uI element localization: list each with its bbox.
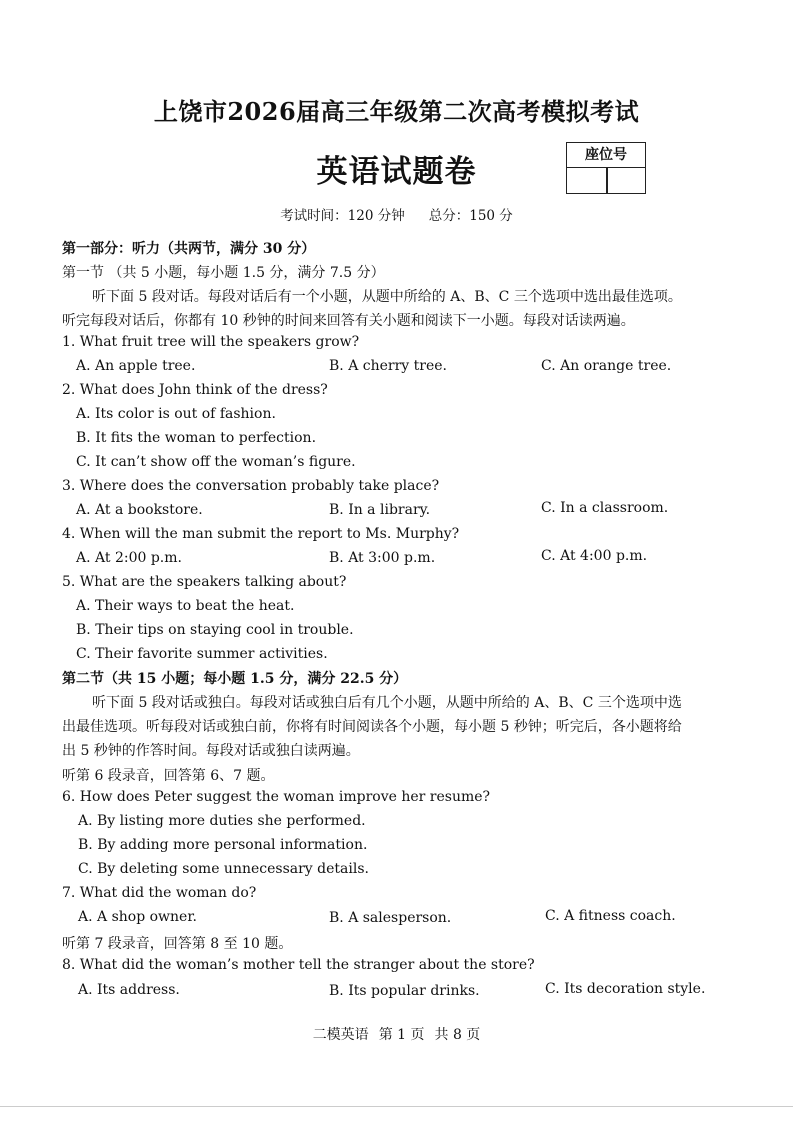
question-3-stem: 3. Where does the conversation probably take place?	[62, 478, 440, 494]
question-6-option-b: B. By adding more personal information.	[78, 837, 368, 853]
exam-title: 上饶市2026届高三年级第二次高考模拟考试	[153, 97, 640, 126]
seat-box-divider	[606, 167, 608, 193]
question-8-stem: 8. What did the woman’s mother tell the stranger about the store?	[62, 957, 535, 973]
question-7-option-a: A. A shop owner.	[78, 909, 197, 925]
footer-total-pages: 共 8 页	[434, 1027, 481, 1043]
section2-instructions-line2: 出最佳选项。听每段对话或独白前，你将有时间阅读各个小题，每小题 5 秒钟；听完后，各小题将给	[62, 719, 682, 735]
question-2-option-a: A. Its color is out of fashion.	[76, 406, 276, 422]
question-6-stem: 6. How does Peter suggest the woman improve her resume?	[62, 789, 491, 805]
exam-info	[0, 204, 793, 224]
footer-paper-name: 二模英语	[312, 1027, 369, 1043]
question-3-option-b: B. In a library.	[329, 502, 431, 518]
section2-instructions-line3: 出 5 秒钟的作答时间。每段对话或独白读两遍。	[62, 743, 360, 759]
question-1-stem: 1. What fruit tree will the speakers grow?	[62, 334, 360, 350]
footer-page-number: 第 1 页	[378, 1027, 425, 1043]
question-8-option-b: B. Its popular drinks.	[329, 983, 480, 999]
question-1-option-b: B. A cherry tree.	[329, 358, 447, 374]
question-6-option-c: C. By deleting some unnecessary details.	[78, 861, 369, 877]
section1-instructions-line1: 听下面 5 段对话。每段对话后有一个小题，从题中所给的 A、B、C 三个选项中选出最佳选项。	[92, 289, 682, 305]
paper-subtitle: 英语试题卷	[316, 154, 477, 190]
question-4-option-c: C. At 4:00 p.m.	[541, 548, 648, 564]
section1-instructions-line2: 听完每段对话后，你都有 10 秒钟的时间来回答有关小题和阅读下一小题。每段对话读两遍。	[62, 313, 635, 329]
question-7-option-b: B. A salesperson.	[329, 910, 452, 926]
question-4-option-a: A. At 2:00 p.m.	[76, 550, 182, 566]
question-8-option-c: C. Its decoration style.	[545, 981, 706, 997]
seat-number-box	[566, 142, 646, 194]
question-1-option-a: A. An apple tree.	[76, 358, 196, 374]
question-5-option-a: A. Their ways to beat the heat.	[76, 598, 295, 614]
audio-7-note: 听第 7 段录音，回答第 8 至 10 题。	[62, 936, 293, 952]
section1-heading: 第一节 （共 5 小题，每小题 1.5 分，满分 7.5 分）	[62, 265, 385, 281]
question-3-option-c: C. In a classroom.	[541, 500, 669, 516]
section2-instructions-line1: 听下面 5 段对话或独白。每段对话或独白后有几个小题，从题中所给的 A、B、C 三个选项中选	[92, 695, 682, 711]
question-8-option-a: A. Its address.	[78, 982, 180, 998]
question-5-option-b: B. Their tips on staying cool in trouble.	[76, 622, 354, 638]
question-6-option-a: A. By listing more duties she performed.	[78, 813, 366, 829]
page-footer	[0, 1024, 793, 1044]
question-7-option-c: C. A fitness coach.	[545, 908, 676, 924]
exam-time: 考试时间：120 分钟	[280, 208, 405, 224]
question-5-stem: 5. What are the speakers talking about?	[62, 574, 347, 590]
bottom-scan-edge	[0, 1106, 793, 1107]
question-3-option-a: A. At a bookstore.	[76, 502, 203, 518]
section2-heading: 第二节（共 15 小题；每小题 1.5 分，满分 22.5 分）	[62, 671, 408, 687]
total-score: 总分：150 分	[428, 208, 513, 224]
question-2-option-c: C. It can’t show off the woman’s figure.	[76, 454, 356, 470]
seat-number-label: 座位号	[567, 143, 645, 168]
question-4-stem: 4. When will the man submit the report to Ms. Murphy?	[62, 526, 460, 542]
audio-6-note: 听第 6 段录音，回答第 6、7 题。	[62, 768, 275, 784]
question-1-option-c: C. An orange tree.	[541, 358, 672, 374]
question-2-option-b: B. It fits the woman to perfection.	[76, 430, 317, 446]
question-2-stem: 2. What does John think of the dress?	[62, 382, 328, 398]
question-4-option-b: B. At 3:00 p.m.	[329, 550, 436, 566]
part1-heading: 第一部分：听力（共两节，满分 30 分）	[62, 241, 316, 257]
question-5-option-c: C. Their favorite summer activities.	[76, 646, 328, 662]
question-7-stem: 7. What did the woman do?	[62, 885, 257, 901]
